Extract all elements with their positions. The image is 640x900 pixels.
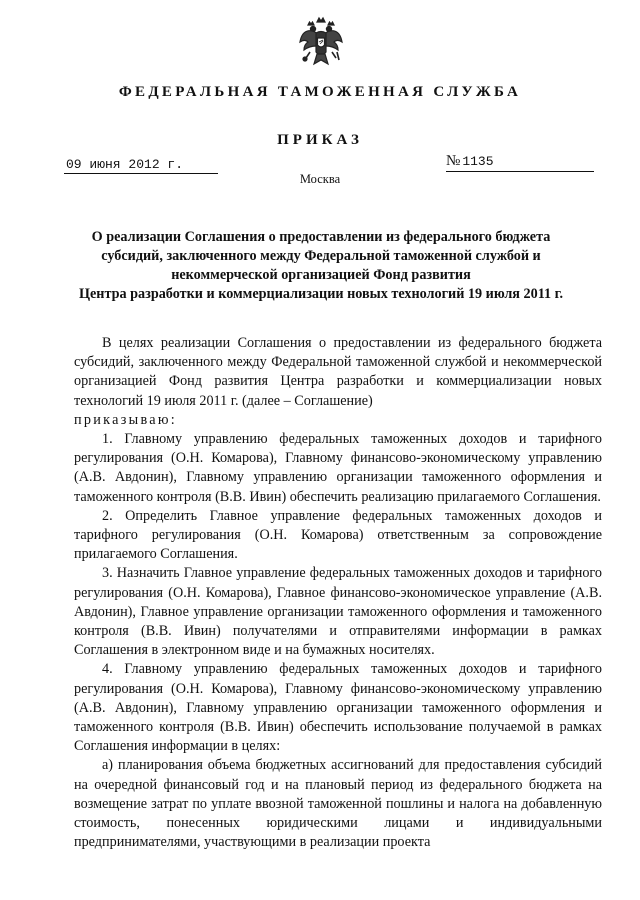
organization-name: ФЕДЕРАЛЬНАЯ ТАМОЖЕННАЯ СЛУЖБА — [118, 84, 522, 100]
subject-line: О реализации Соглашения о предоставлении из федерального бюджета — [91, 229, 551, 245]
order-date: 09 июня 2012 г. — [64, 157, 218, 174]
subject-line: некоммерческой организацией Фонд развития — [171, 267, 471, 283]
city: Москва — [299, 172, 341, 186]
order-body — [74, 334, 602, 852]
order-number — [446, 152, 594, 172]
subject-line: Центра разработки и коммерциализации новых технологий 19 июля 2011 г. — [78, 286, 564, 302]
item-3: 3. Назначить Главное управление федеральных таможенных доходов и тарифного регулирования (О.Н. Комарова), Главное финансово-экономическое управление (А.В. Авдонин), Главное управление организации таможенного оформления и таможенного контроля (В.В. Ивин) получателями и отправителями информации в рамках Соглашения в электронном виде и на бумажных носителях. — [74, 565, 602, 659]
number-value: 1135 — [462, 154, 494, 169]
item-4a: а) планирования объема бюджетных ассигнований для предоставления субсидий на очередной финансовый год и на плановый период из федерального бюджета на возмещение затрат по уплате ввозной таможенной пошлины и налога на добавленную стоимость, понесенных юридическими лицами и индивидуальными предпринимателями, участвующими в реализации проекта — [74, 757, 602, 851]
number-sign: № — [446, 153, 461, 169]
intro-paragraph: В целях реализации Соглашения о предоставлении из федерального бюджета субсидий, заключенного между Федеральной таможенной службой и некоммерческой организацией Фонд развития Центра разработки и коммерциализации новых технологий 19 июля 2011 г. (далее – Соглашение) — [74, 335, 602, 409]
document-type: ПРИКАЗ — [277, 132, 363, 148]
item-1: 1. Главному управлению федеральных таможенных доходов и тарифного регулирования (О.Н. Комарова), Главному финансово-экономическому управлению (А.В. Авдонин), Главному управлению организации таможенного оформления и таможенного контроля (В.В. Ивин) обеспечить реализацию прилагаемого Соглашения. — [74, 431, 602, 505]
item-2: 2. Определить Главное управление федеральных таможенных доходов и тарифного регулирования (О.Н. Комарова) ответственным за сопровождение прилагаемого Соглашения. — [74, 507, 602, 563]
order-word: приказываю: — [74, 411, 178, 428]
order-subject — [40, 228, 602, 304]
subject-line: субсидий, заключенного между Федеральной таможенной службой и — [101, 248, 541, 264]
item-4: 4. Главному управлению федеральных таможенных доходов и тарифного регулирования (О.Н. Комарова), Главному финансово-экономическому управлению (А.В. Авдонин), Главному управлению организации таможенного оформления и таможенного контроля (В.В. Ивин) обеспечить использование получаемой в рамках Соглашения информации в целях: — [74, 661, 602, 755]
coat-of-arms-icon — [298, 16, 344, 70]
